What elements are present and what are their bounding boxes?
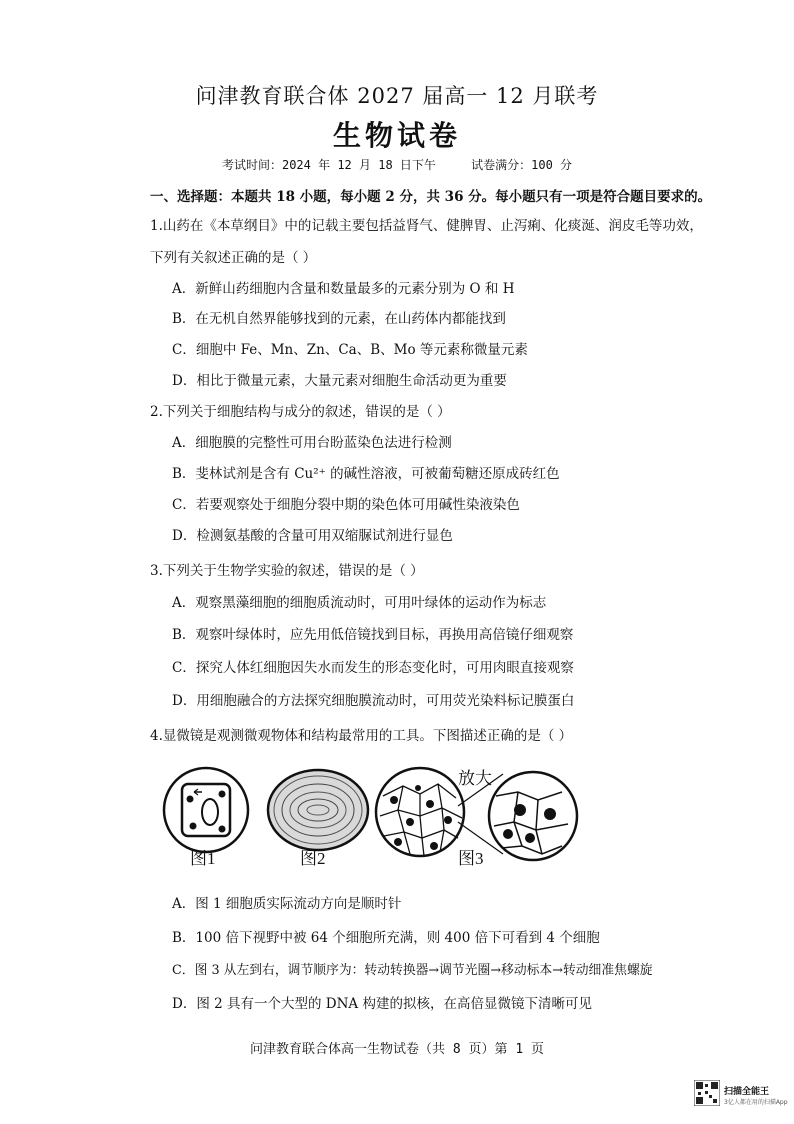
q3-option-a: A．观察黑藻细胞的细胞质流动时，可用叶绿体的运动作为标志 [172,595,547,611]
subject-title: 生物试卷 [332,119,461,152]
q3-option-c: C．探究人体红细胞因失水而发生的形态变化时，可用肉眼直接观察 [172,660,574,676]
q1-stem-line2: 下列有关叙述正确的是（ ） [150,250,317,266]
q1-option-d: D．相比于微量元素，大量元素对细胞生命活动更为重要 [172,373,507,389]
q4-stem: 4.显微镜是观测微观物体和结构最常用的工具。下图描述正确的是（ ） [150,728,573,744]
q2-option-a: A．细胞膜的完整性可用台盼蓝染色法进行检测 [172,435,452,451]
section-title: 一、选择题：本题共 18 小题，每小题 2 分，共 36 分。每小题只有一项是符合题目要求的。 [150,189,712,205]
q1-option-b: B．在无机自然界能够找到的元素，在山药体内都能找到 [172,311,506,327]
q3-option-d: D．用细胞融合的方法探究细胞膜流动时，可用荧光染料标记膜蛋白 [172,693,575,709]
q2-option-d: D．检测氨基酸的含量可用双缩脲试剂进行显色 [172,528,453,544]
q3-option-b: B．观察叶绿体时，应先用低倍镜找到目标，再换用高倍镜仔细观察 [172,627,574,643]
figure1-caption: 图1 [190,849,216,868]
figure2-drawing [268,770,368,850]
scanner-label [724,1084,788,1106]
q4-option-d: D．图 2 具有一个大型的 DNA 构建的拟核，在高倍显微镜下清晰可见 [172,996,592,1012]
scanner-watermark [694,1080,790,1106]
q1-option-a: A．新鲜山药细胞内含量和数量最多的元素分别为 O 和 H [172,281,515,297]
figure1-drawing [164,768,248,852]
q4-option-c: C．图 3 从左到右，调节顺序为：转动转换器→调节光圈→移动标本→转动细准焦螺旋 [172,963,653,978]
exam-meta [0,156,794,173]
q2-option-b: B．斐林试剂是含有 Cu²⁺ 的碱性溶液，可被葡萄糖还原成砖红色 [172,466,560,482]
q2-option-c: C．若要观察处于细胞分裂中期的染色体可用碱性染液染色 [172,497,520,513]
q1-stem-line1: 1.山药在《本草纲目》中的记载主要包括益肾气、健脾胃、止泻痢、化痰涎、润皮毛等功效， [150,218,703,234]
scanner-app-name: 扫描全能王 [724,1087,770,1097]
q1-option-c: C．细胞中 Fe、Mn、Zn、Ca、B、Mo 等元素称微量元素 [172,342,528,358]
full-score: 试卷满分：100 分 [471,158,573,172]
magnify-label: 放大 [458,769,492,788]
exam-title: 问津教育联合体 2027 届高一 12 月联考 [195,84,599,108]
qr-code-icon [694,1080,720,1106]
page-footer: 问津教育联合体高一生物试卷（共 8 页）第 1 页 [250,1042,544,1057]
q4-option-b: B．100 倍下视野中被 64 个细胞所充满，则 400 倍下可看到 4 个细胞 [172,930,600,946]
exam-time: 考试时间：2024 年 12 月 18 日下午 [221,158,436,172]
figure3-caption: 图3 [458,849,484,868]
q4-option-a: A．图 1 细胞质实际流动方向是顺时针 [172,896,402,912]
q3-stem: 3.下列关于生物学实验的叙述，错误的是（ ） [150,563,424,579]
q2-stem: 2.下列关于细胞结构与成分的叙述，错误的是（ ） [150,404,451,420]
figure2-caption: 图2 [300,849,326,868]
figure-drawings [158,766,688,876]
microscope-figures [158,766,688,876]
scanner-app-sub: 3亿人都在用的扫描App [724,1099,788,1106]
